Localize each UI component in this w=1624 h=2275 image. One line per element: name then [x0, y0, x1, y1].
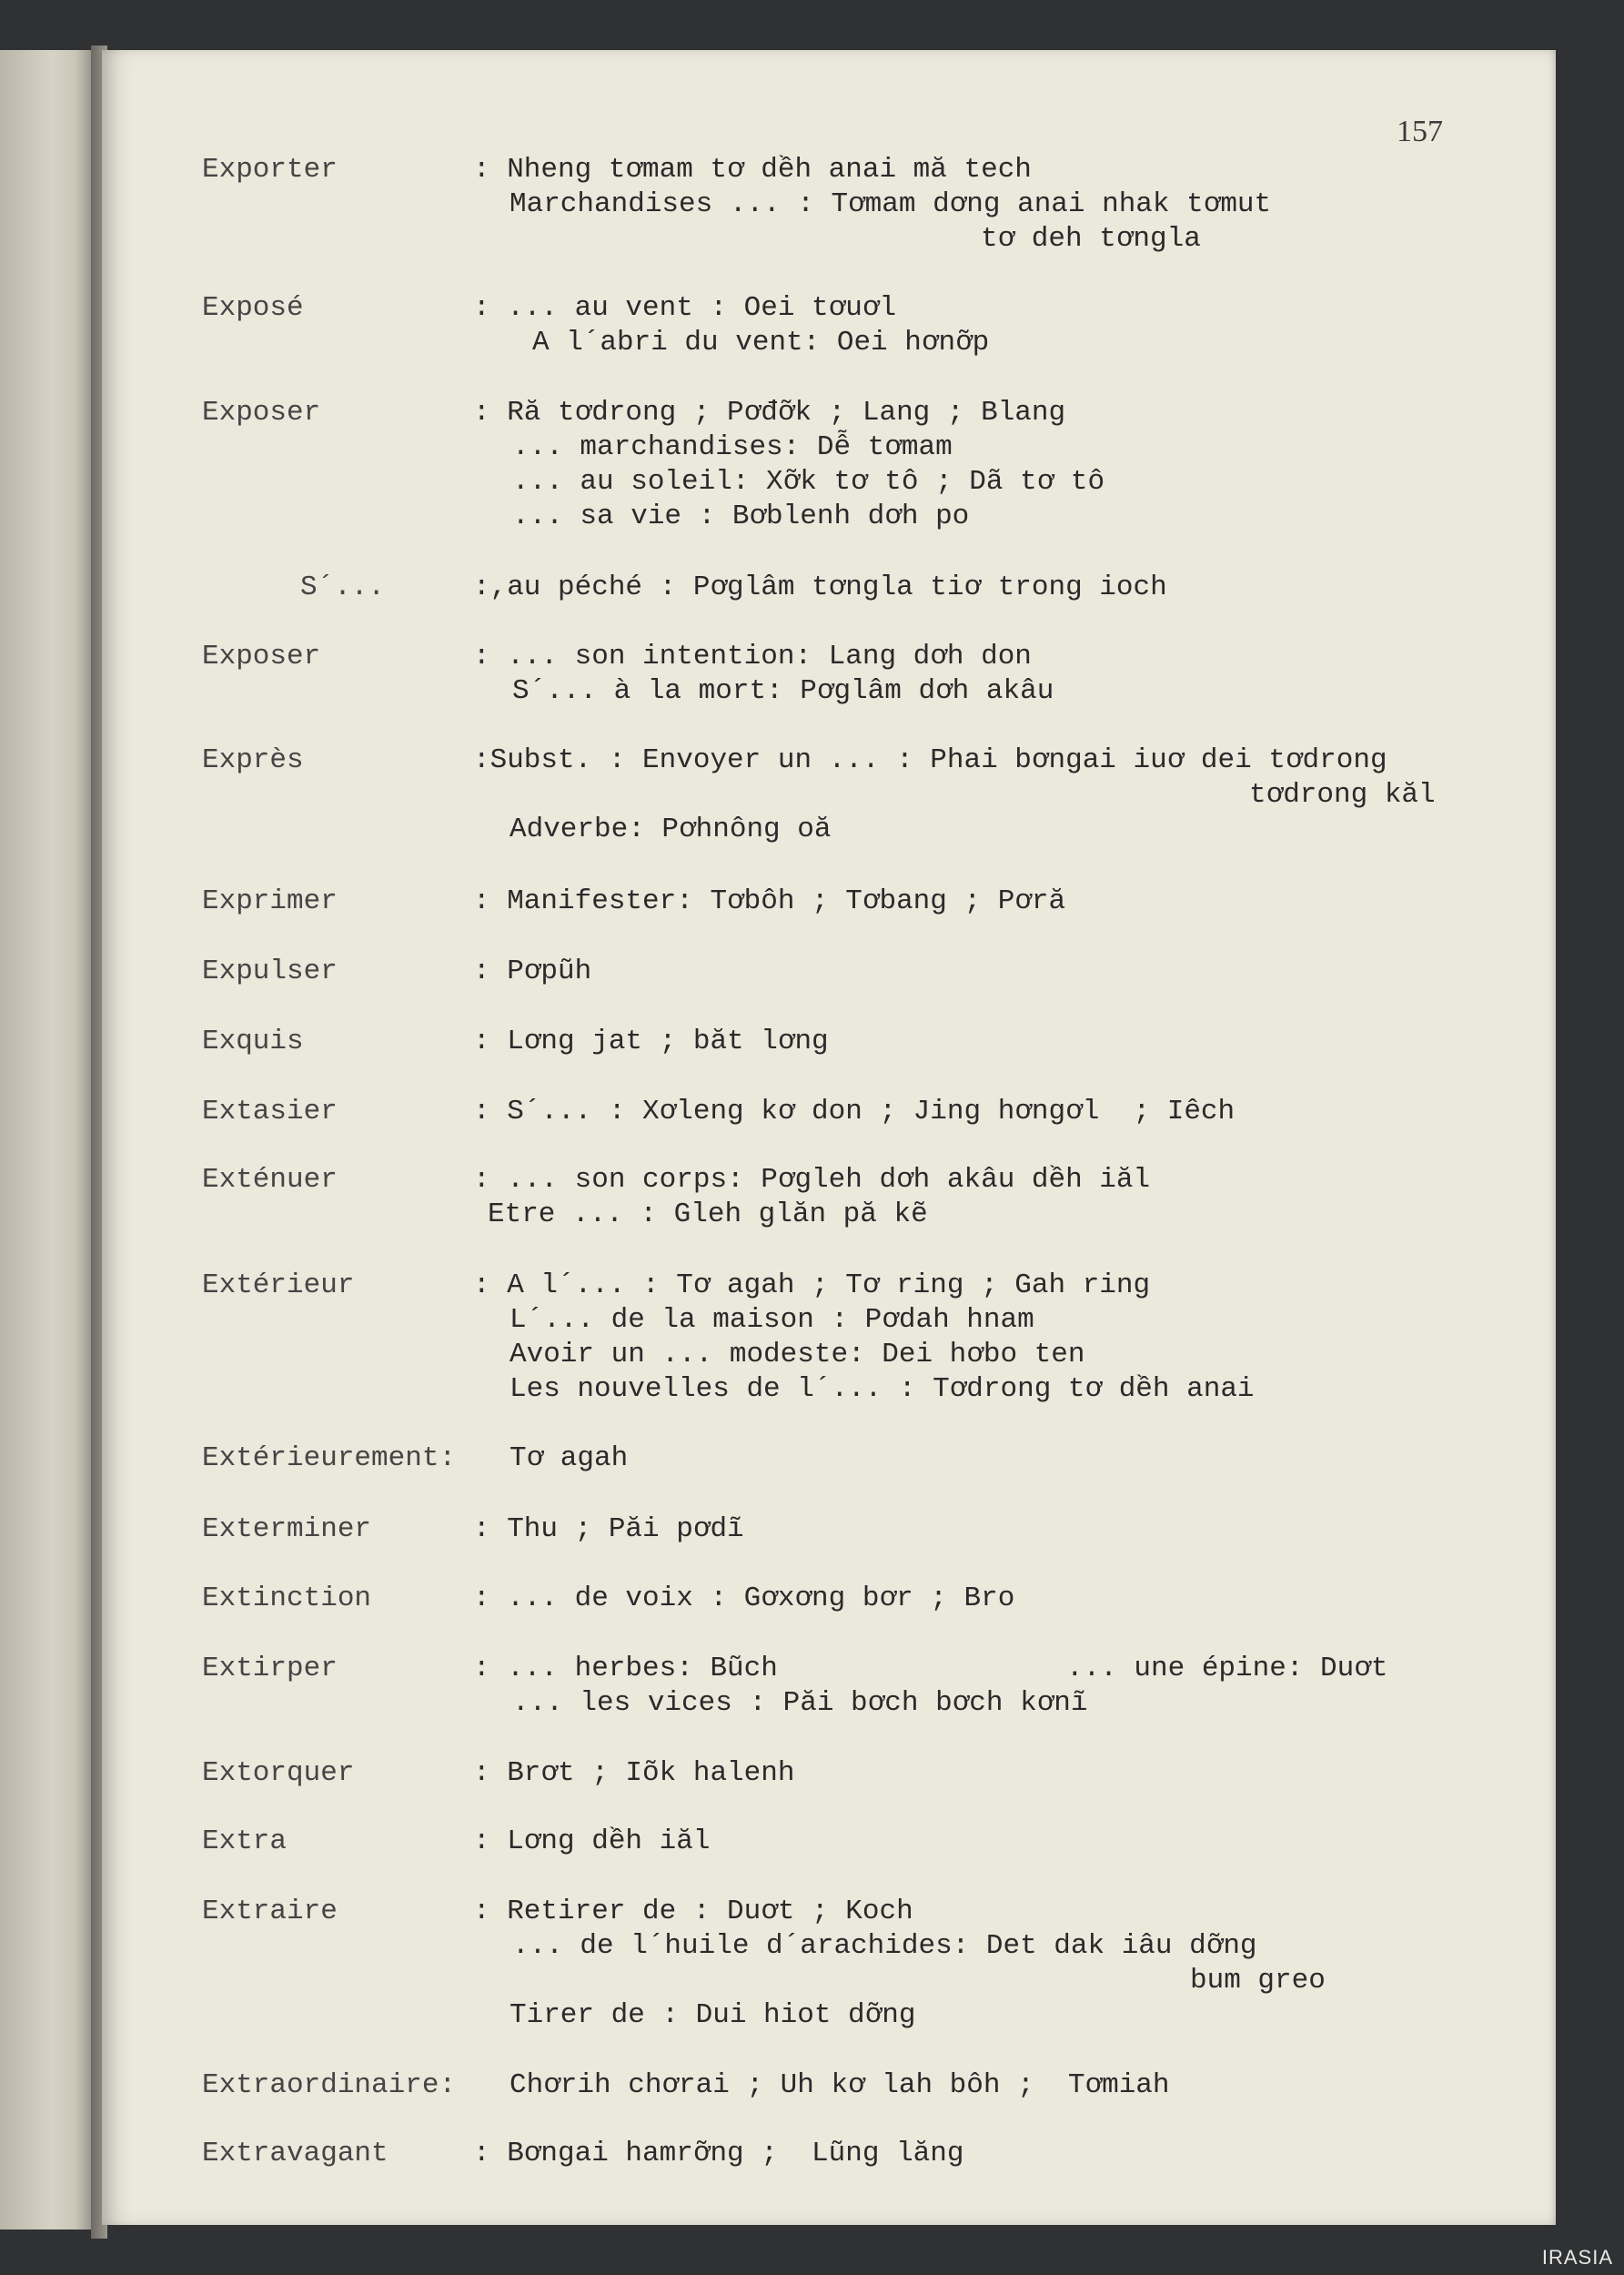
entry-line: : Bơngai hamrỡng ; Lũng lăng [473, 2138, 964, 2169]
entry-headword: Exprès [202, 744, 304, 776]
entry-line: : ... au vent : Oei tơuơl [473, 292, 897, 324]
entry-line: : ... de voix : Gơxơng bơr ; Bro [473, 1582, 1015, 1614]
entry-line: ... marchandises: Dễ tơmam [512, 431, 953, 463]
entry-headword: Extravagant [202, 2138, 388, 2169]
entry-headword: Exposer [202, 397, 321, 429]
entry-line: : S´... : Xơleng kơ don ; Jing hơngơl ; Iêch [473, 1096, 1236, 1127]
entry-line: ... les vices : Păi bơch bơch kơnĩ [512, 1687, 1088, 1719]
entry-headword: S´... [300, 571, 386, 603]
entry-line: : Nheng tơmam tơ dềh anai mă tech [473, 154, 1032, 186]
entry-line: :Subst. : Envoyer un ... : Phai bơngai iuơ dei tơdrong [473, 744, 1387, 776]
entry-line: A l´abri du vent: Oei hơnỡp [532, 327, 990, 359]
entry-headword: Extasier [202, 1096, 338, 1127]
entry-line: tơ deh tơngla [981, 223, 1201, 255]
entry-line: tơdrong kăl [1249, 779, 1436, 811]
entry-line: : Pơpũh [473, 956, 592, 987]
entry-line: Etre ... : Gleh glăn pă kẽ [488, 1198, 928, 1230]
entry-line: : Ră tơdrong ; Pơđỡk ; Lang ; Blang [473, 397, 1066, 429]
entry-line: : ... son corps: Pơgleh dơh akâu dềh iăl [473, 1164, 1151, 1196]
entry-line: : Brơt ; Iõk halenh [473, 1757, 795, 1789]
entry-line: : ... son intention: Lang dơh don [473, 641, 1032, 672]
entry-headword: Extirper [202, 1653, 338, 1684]
entry-headword: Exposé [202, 292, 304, 324]
entry-line: : Thu ; Păi pơdĩ [473, 1513, 744, 1545]
entry-line: Adverbe: Pơhnông oă [509, 814, 832, 845]
entry-headword: Exténuer [202, 1164, 338, 1196]
entry-headword: Extérieurement: [202, 1442, 457, 1474]
entry-line: Avoir un ... modeste: Dei hơbo ten [509, 1339, 1085, 1370]
entry-line: :,au péché : Pơglâm tơngla tiơ trong ioch [473, 571, 1167, 603]
entry-headword: Exposer [202, 641, 321, 672]
entry-line: ... une épine: Duơt [1066, 1653, 1388, 1684]
entry-line: : Lơng jat ; băt lơng [473, 1026, 829, 1057]
entry-headword: Exquis [202, 1026, 304, 1057]
entry-headword: Extorquer [202, 1757, 355, 1789]
entry-line: : Lơng dềh iăl [473, 1825, 711, 1857]
entry-headword: Exterminer [202, 1513, 372, 1545]
entry-line: S´... à la mort: Pơglâm dơh akâu [512, 675, 1054, 707]
entry-headword: Exprimer [202, 885, 338, 917]
entry-headword: Expulser [202, 956, 338, 987]
entry-line: Tirer de : Dui hiot dỡng [509, 1999, 916, 2031]
entry-line: ... de l´huile d´arachides: Det dak iâu dỡng [512, 1930, 1257, 1962]
entry-line: : ... herbes: Bũch [473, 1653, 778, 1684]
entry-line: ... sa vie : Bơblenh dơh po [512, 500, 970, 532]
entry-headword: Extraire [202, 1896, 338, 1927]
entry-line: Marchandises ... : Tơmam dơng anai nhak tơmut [509, 188, 1272, 220]
entry-headword: Extérieur [202, 1269, 355, 1301]
entry-headword: Extra [202, 1825, 287, 1857]
entry-line: : A l´... : Tơ agah ; Tơ ring ; Gah ring [473, 1269, 1151, 1301]
entry-headword: Exporter [202, 154, 338, 186]
watermark-label: IRASIA [1541, 2246, 1613, 2269]
entry-line: L´... de la maison : Pơdah hnam [509, 1304, 1034, 1336]
page-number: 157 [1397, 115, 1443, 148]
entry-line: Tơ agah [509, 1442, 629, 1474]
entry-line: : Manifester: Tơbôh ; Tơbang ; Pơră [473, 885, 1066, 917]
entry-line: Les nouvelles de l´... : Tơdrong tơ dềh anai [509, 1373, 1255, 1405]
entry-headword: Extinction [202, 1582, 372, 1614]
entry-line: bum greo [1190, 1965, 1326, 1997]
entry-line: : Retirer de : Duơt ; Koch [473, 1896, 913, 1927]
entry-headword: Extraordinaire: [202, 2069, 457, 2101]
entry-line: Chơrih chơrai ; Uh kơ lah bôh ; Tơmiah [509, 2069, 1170, 2101]
entry-line: ... au soleil: Xỡk tơ tô ; Dã tơ tô [512, 466, 1105, 498]
